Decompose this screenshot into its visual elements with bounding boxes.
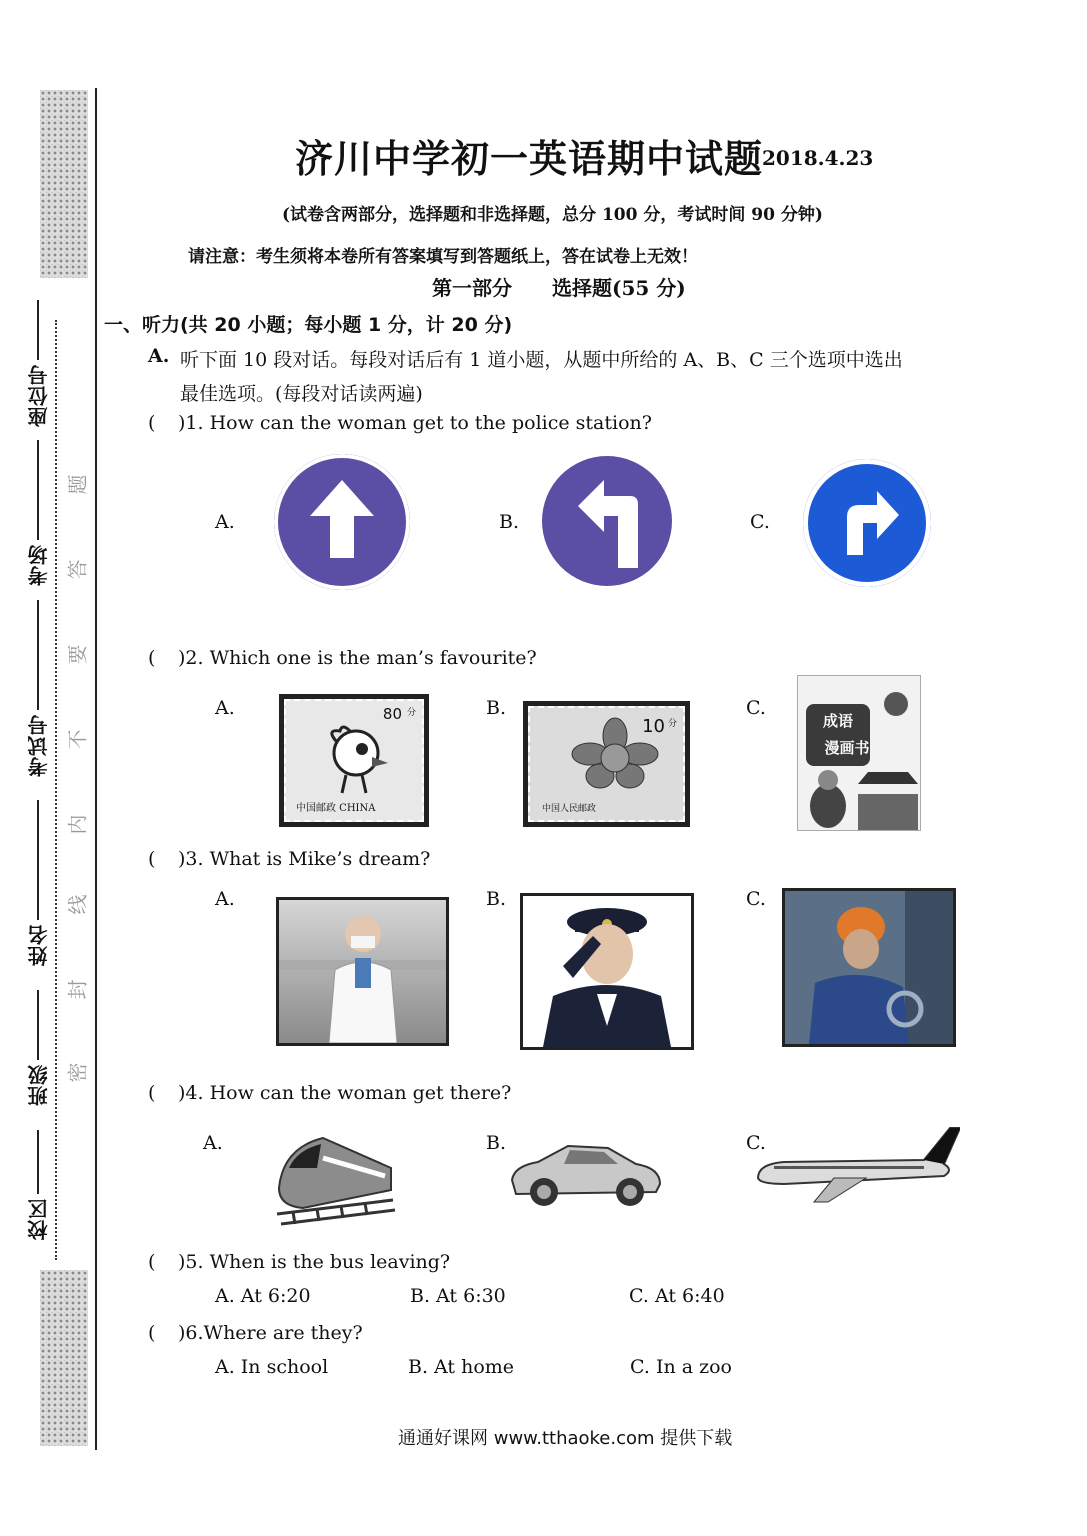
police-figure-icon: [523, 896, 691, 1047]
right-turn-sign-icon[interactable]: [803, 459, 931, 587]
binding-pattern-top: [40, 90, 88, 278]
exam-number-field[interactable]: 考试号: [18, 600, 58, 777]
option-label: A.: [215, 888, 235, 910]
option-label: C. In a zoo: [630, 1356, 732, 1378]
seal-char: 题: [65, 474, 90, 495]
stamp-unit: 分: [406, 708, 416, 718]
doctor-figure-icon: [279, 900, 446, 1043]
seat-number-field[interactable]: 座位号: [18, 300, 58, 427]
option-label: A.: [215, 697, 235, 719]
stamp-unit: 分: [667, 719, 677, 729]
worker-image[interactable]: [782, 888, 956, 1047]
seal-char: 内: [65, 814, 90, 835]
option-label: A.: [215, 511, 235, 533]
turn-right-arrow-icon: [803, 459, 931, 587]
option-label: C.: [746, 888, 766, 910]
flower-stamp-image[interactable]: [523, 701, 690, 827]
page-title: 济川中学初一英语期中试题: [295, 137, 764, 181]
train-icon[interactable]: [273, 1128, 397, 1228]
left-turn-sign-icon[interactable]: [542, 456, 672, 586]
option-label: B.: [486, 888, 507, 910]
question-paren[interactable]: (: [148, 1251, 156, 1273]
question-paren[interactable]: (: [148, 647, 156, 669]
question-paren[interactable]: (: [148, 1082, 156, 1104]
name-field[interactable]: 姓名: [18, 800, 58, 966]
seal-char: 要: [65, 644, 90, 665]
option-label: B.: [486, 1132, 507, 1154]
straight-arrow-sign-icon[interactable]: [274, 454, 410, 590]
instruction-label: A.: [148, 345, 170, 367]
binding-line: [95, 88, 97, 1450]
binding-pattern-bottom: [40, 1270, 88, 1446]
option-label: A. In school: [215, 1356, 329, 1378]
exam-note: (试卷含两部分，选择题和非选择题，总分 100 分，考试时间 90 分钟): [282, 205, 823, 225]
turn-left-arrow-icon: [542, 456, 672, 586]
question-1-text: )1. How can the woman get to the police station?: [178, 412, 652, 434]
stamp-value: 10: [642, 716, 665, 737]
stamp-value: 80: [382, 705, 402, 723]
section-heading: 一、听力(共 20 小题；每小题 1 分，计 20 分): [104, 314, 513, 336]
instruction-line-1: 听下面 10 段对话。每段对话后有 1 道小题，从题中所给的 A、B、C 三个选项中选出: [180, 349, 903, 371]
instruction-line-2: 最佳选项。(每段对话读两遍): [180, 383, 423, 405]
book-title-line-2: 漫画书: [824, 739, 870, 757]
stamp-country: 中国人民邮政: [542, 804, 597, 814]
seal-char: 不: [65, 729, 90, 750]
rooster-stamp-image[interactable]: [279, 694, 429, 827]
question-6-text: )6.Where are they?: [178, 1322, 363, 1344]
option-label: C.: [746, 697, 766, 719]
airplane-icon[interactable]: [754, 1124, 960, 1204]
option-label: B.: [499, 511, 520, 533]
idiom-comic-book-image[interactable]: [797, 675, 921, 831]
option-label: B. At home: [408, 1356, 515, 1378]
flower-icon: [560, 716, 670, 806]
option-label: A.: [203, 1132, 223, 1154]
arrow-up-icon: [274, 454, 410, 590]
question-4-text: )4. How can the woman get there?: [178, 1082, 512, 1104]
police-officer-image[interactable]: [520, 893, 694, 1050]
option-label: A. At 6:20: [215, 1285, 311, 1307]
footer-credit: 通通好课网 www.tthaoke.com 提供下载: [398, 1428, 733, 1449]
exam-room-field[interactable]: 考场: [18, 440, 58, 586]
option-label: C.: [750, 511, 770, 533]
class-field[interactable]: 班级: [18, 990, 58, 1106]
question-5-text: )5. When is the bus leaving?: [178, 1251, 451, 1273]
seal-char: 线: [65, 894, 90, 915]
question-3-text: )3. What is Mike’s dream?: [178, 848, 431, 870]
seal-char: 答: [65, 559, 90, 580]
option-label: B.: [486, 697, 507, 719]
question-paren[interactable]: (: [148, 412, 156, 434]
rooster-icon: [306, 719, 406, 799]
part-heading: 第一部分 选择题(55 分): [432, 276, 686, 300]
question-2-text: )2. Which one is the man’s favourite?: [178, 647, 537, 669]
worker-figure-icon: [785, 891, 953, 1044]
book-title-line-1: 成语: [822, 712, 853, 730]
doctor-image[interactable]: [276, 897, 449, 1046]
comic-figures-icon: [798, 676, 921, 831]
option-label: C.: [746, 1132, 766, 1154]
car-icon[interactable]: [508, 1136, 664, 1210]
campus-field[interactable]: 校区: [18, 1130, 58, 1240]
exam-date: 2018.4.23: [762, 146, 874, 170]
question-paren[interactable]: (: [148, 848, 156, 870]
option-label: C. At 6:40: [629, 1285, 725, 1307]
seal-char: 密: [65, 1062, 90, 1083]
exam-warning: 请注意：考生须将本卷所有答案填写到答题纸上，答在试卷上无效！: [188, 247, 698, 267]
option-label: B. At 6:30: [410, 1285, 506, 1307]
question-paren[interactable]: (: [148, 1322, 156, 1344]
stamp-country: 中国邮政 CHINA: [296, 803, 376, 814]
seal-char: 封: [65, 979, 90, 1000]
